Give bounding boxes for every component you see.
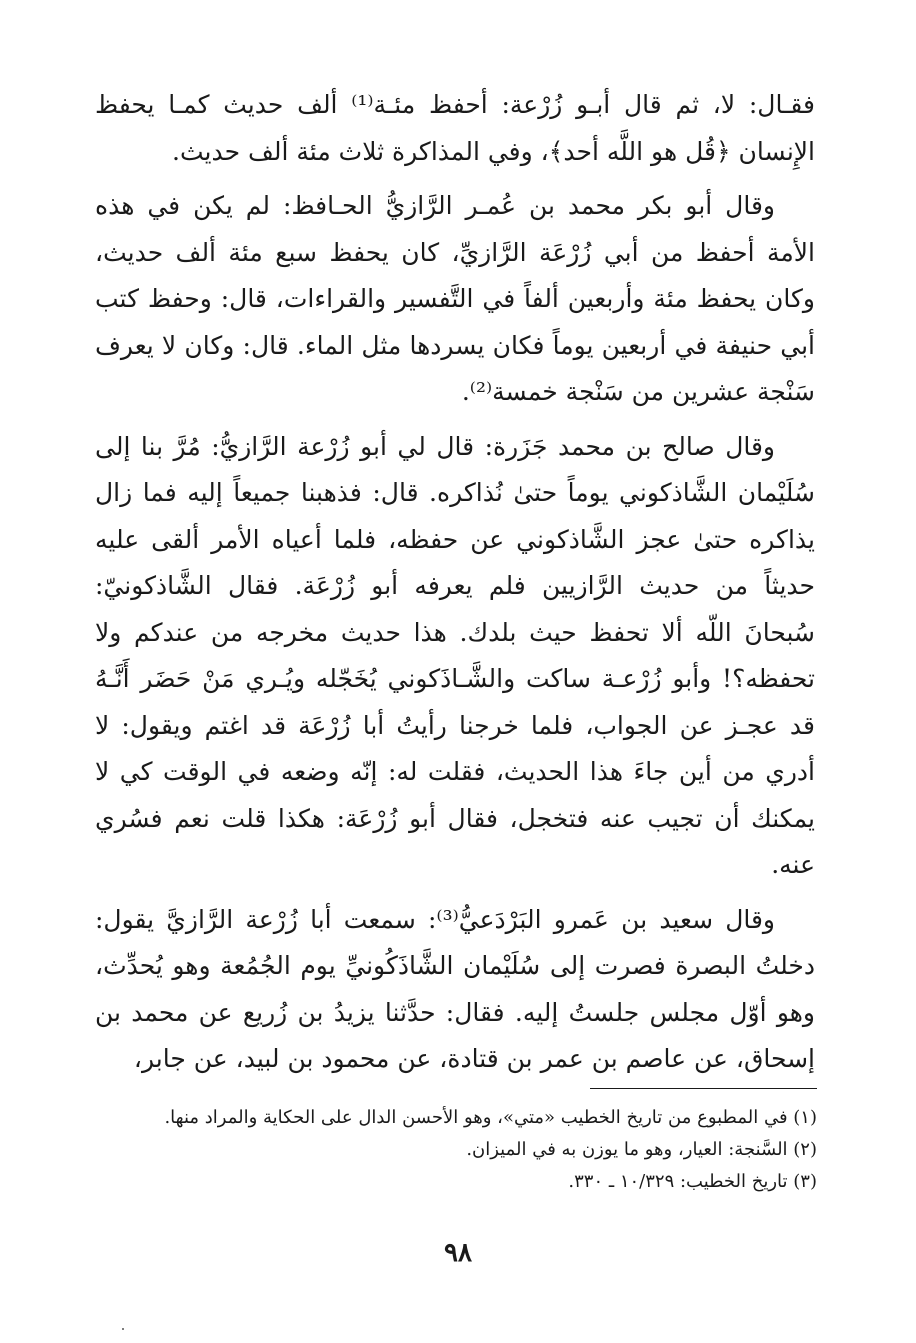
- footnote-divider: [590, 1088, 817, 1089]
- footnotes: [140, 1102, 817, 1198]
- footnote-3: (٣) تاريخ الخطيب: ١٠/٣٢٩ ـ ٣٣٠.: [568, 1171, 817, 1192]
- footnote-1: (١) في المطبوع من تاريخ الخطيب «متي»، وهو الأحسن الدال على الحكاية والمراد منها.: [164, 1107, 817, 1128]
- paragraph-4: وقال سعيد بن عَمرو البَرْدَعيُّ⁽³⁾: سمعت أبا زُرْعة الرَّازيَّ يقول: دخلتُ البصرة فصرت إلى سُلَيْمان الشَّاذَكُونيِّ يوم الجُمُعة وهو يُحدِّث، وهو أوّل مجلس جلستُ إليه. فقال: حدَّثنا يزيدُ بن زُريع عن محمد بن إسحاق، عن عاصم بن عمر بن قتادة، عن محمود بن لبيد، عن جابر،: [95, 904, 815, 1073]
- paragraph-2: وقال أبو بكر محمد بن عُمـر الرَّازيُّ الحـافظ: لم يكن في هذه الأمة أحفظ من أبي زُرْعَة الرَّازيِّ، كان يحفظ سبع مئة ألف حديث، وكان يحفظ مئة وأربعين ألفاً في التَّفسير والقراءات، قال: وحفظ كتب أبي حنيفة في أربعين يوماً فكان يسردها مثل الماء. قال: وكان لا يعرف سَنْجة عشرين من سَنْجة خمسة⁽²⁾.: [95, 191, 815, 406]
- page-number: ٩٨: [444, 1238, 472, 1268]
- paragraph-1: فقـال: لا، ثم قال أبـو زُرْعة: أحفظ مئـة⁽¹⁾ ألف حديث كمـا يحفظ الإِنسان ﴿قُل هو اللَّه أحد﴾، وفي المذاكرة ثلاث مئة ألف حديث.: [95, 90, 815, 166]
- scan-speck: [122, 1328, 124, 1330]
- paragraph-3: وقال صالح بن محمد جَزَرة: قال لي أبو زُرْعة الرَّازيُّ: مُرَّ بنا إلى سُلَيْمان الشَّاذكوني يوماً حتىٰ نُذاكره. قال: فذهبنا جميعاً إليه فما زال يذاكره حتىٰ عجز الشَّاذكوني عن حفظه، فلما أعياه الأمر ألقى عليه حديثاً من حديث الرَّازيين فلم يعرفه أبو زُرْعَة. فقال الشَّاذكونيّ: سُبحانَ اللّه ألا تحفظ حيث بلدك. هذا حديث مخرجه من عندكم ولا تحفظه؟! وأبو زُرْعـة ساكت والشَّـاذَكوني يُخَجّله ويُـري مَنْ حَضَر أَنَّـهُ قد عجـز عن الجواب، فلما خرجنا رأيتُ أبا زُرْعَة قد اغتم ويقول: لا أدري من أين جاءَ هذا الحديث، فقلت له: إنّه وضعه في الوقت كي لا يمكنك أن تجيب عنه فتخجل، فقال أبو زُرْعَة: هكذا قلت نعم فسُري عنه.: [95, 431, 815, 879]
- footnote-2: (٢) السَّنجة: العيار، وهو ما يوزن به في الميزان.: [466, 1139, 817, 1160]
- main-text: [95, 82, 815, 1091]
